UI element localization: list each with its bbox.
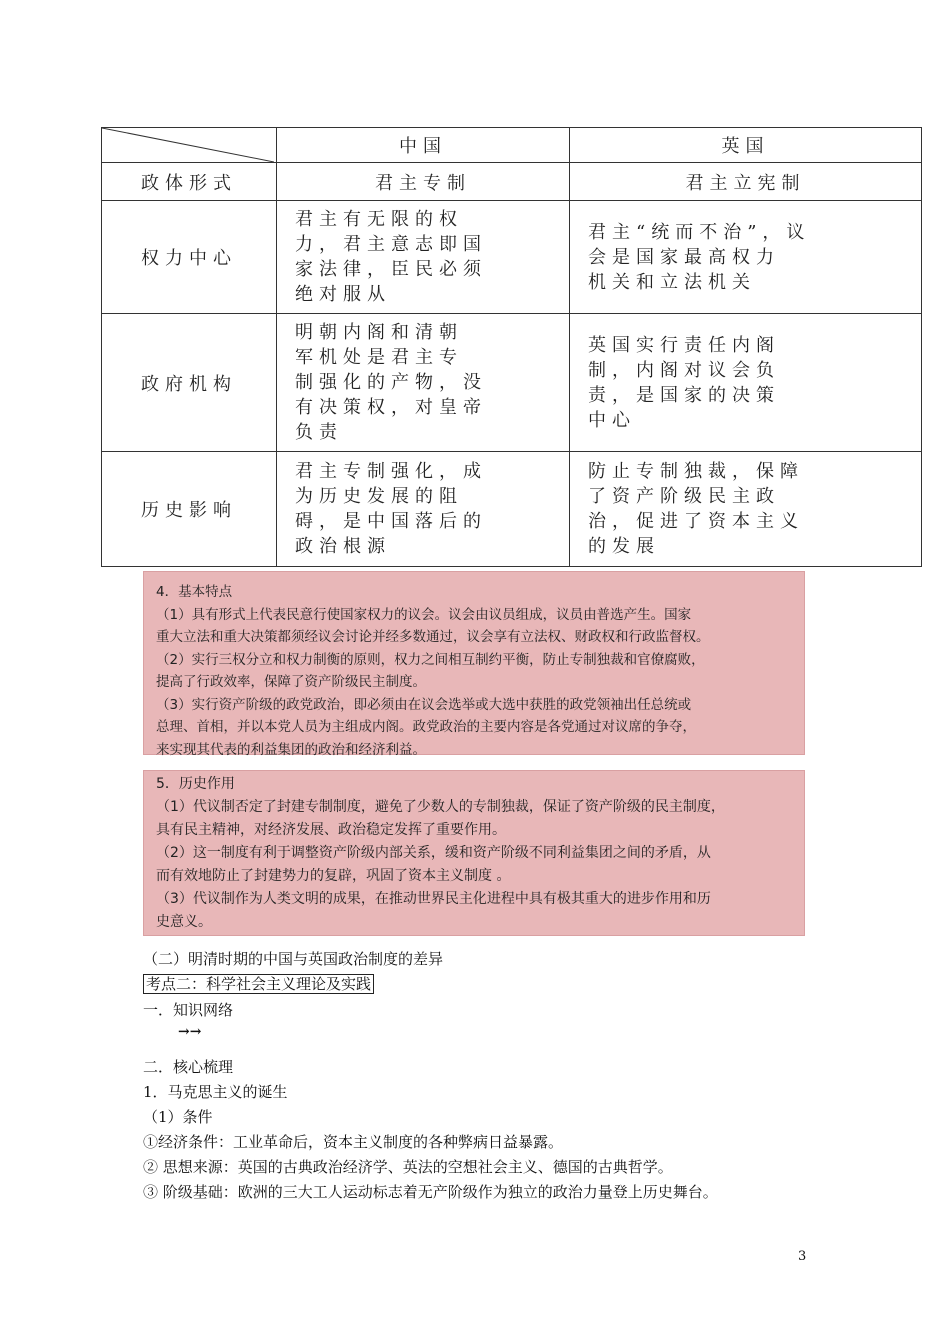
cell-line: 君主专制强化，成: [295, 461, 487, 482]
cell-line: 有决策权，对皇帝: [295, 397, 487, 418]
cell-line: 家法律，臣民必须: [295, 259, 487, 280]
diagonal-line: [102, 128, 274, 162]
diagonal-corner-cell: [102, 128, 277, 163]
table-row: [102, 163, 922, 201]
box-line: （3）实行资产阶级的政党政治，即必须由在议会选举或大选中获胜的政党领袖出任总统或: [156, 696, 692, 713]
cell-china: [277, 452, 570, 567]
core-heading: 二．核心梳理: [143, 1058, 234, 1076]
row-label: 历史影响: [102, 452, 277, 567]
cell-line: 力，君主意志即国: [295, 234, 487, 255]
box-line: （2）实行三权分立和权力制衡的原则，权力之间相互制约平衡，防止专制独裁和官僚腐败，: [156, 651, 705, 668]
section-heading: （二）明清时期的中国与英国政治制度的差异: [143, 950, 444, 968]
cell-line: 绝对服从: [295, 284, 391, 305]
cell-line: 政治根源: [295, 536, 391, 557]
cell-line: 的发展: [588, 536, 660, 557]
condition-item: ② 思想来源：英国的古典政治经济学、英法的空想社会主义、德国的古典哲学。: [143, 1158, 673, 1176]
box-line: 具有民主精神，对经济发展、政治稳定发挥了重要作用。: [156, 822, 506, 838]
knowledge-network-heading: 一．知识网络: [143, 1001, 234, 1019]
cell-uk: [570, 452, 922, 567]
table-row: [102, 314, 922, 452]
col-header-uk: 英国: [570, 128, 922, 163]
cell-line: 君主“统而不治”，议: [588, 221, 811, 243]
box-heading: 4．基本特点: [156, 584, 233, 600]
kaodian-label: 考点二：科学社会主义理论及实践: [143, 974, 374, 994]
table-row: [102, 452, 922, 567]
table-header-row: [102, 128, 922, 163]
cell-line: 了资产阶级民主政: [588, 486, 780, 507]
cell-line: 中心: [588, 409, 636, 431]
cell-line: 制，内阁对议会负: [588, 359, 780, 381]
cell-china: [277, 201, 570, 314]
basic-features-box: [143, 571, 805, 758]
row-label: 政府机构: [102, 314, 277, 452]
comparison-table: [101, 127, 922, 567]
box-heading: 5．历史作用: [156, 776, 235, 792]
box-line: 提高了行政效率，保障了资产阶级民主制度。: [156, 674, 426, 690]
box-line: （2）这一制度有利于调整资产阶级内部关系，缓和资产阶级不同利益集团之间的矛盾，从: [156, 845, 711, 861]
cell-line: 负责: [295, 422, 343, 443]
cell-line: 君主有无限的权: [295, 209, 463, 230]
cell-line: 为历史发展的阻: [295, 486, 463, 507]
cell-line: 防止专制独裁，保障: [588, 461, 804, 482]
box-line: 来实现其代表的利益集团的政治和经济利益。: [156, 741, 426, 758]
cell-uk: [570, 201, 922, 314]
box-line: 总理、首相，并以本党人员为主组成内阁。政党政治的主要内容是各党通过对议席的争夺，: [156, 719, 696, 735]
box-line: （1）代议制否定了封建专制制度，避免了少数人的专制独裁，保证了资产阶级的民主制度，: [156, 799, 725, 815]
row-label: 政体形式: [102, 163, 277, 201]
cell-line: 军机处是君主专: [295, 347, 463, 368]
cell-line: 会是国家最高权力: [588, 246, 780, 268]
box-line: （1）具有形式上代表民意行使国家权力的议会。议会由议员组成，议员由普选产生。国家: [156, 606, 692, 623]
cell-uk: 君主立宪制: [570, 163, 922, 201]
cell-line: 责，是国家的决策: [588, 384, 780, 406]
box-line: 史意义。: [156, 914, 212, 930]
row-label: 权力中心: [102, 201, 277, 314]
cell-line: 英国实行责任内阁: [588, 334, 780, 356]
col-header-china: 中国: [277, 128, 570, 163]
kaodian-heading: [143, 973, 374, 994]
cell-line: 机关和立法机关: [588, 271, 756, 293]
arrows: →→: [178, 1024, 202, 1040]
box-line: 而有效地防止了封建势力的复辟，巩固了资本主义制度 。: [156, 868, 511, 884]
cell-line: 明朝内阁和清朝: [295, 322, 463, 343]
cell-line: 碍，是中国落后的: [295, 511, 487, 532]
cell-china: 君主专制: [277, 163, 570, 201]
cell-china: [277, 314, 570, 452]
conditions-heading: （1）条件: [143, 1108, 213, 1126]
historical-role-box: [143, 770, 805, 936]
item-heading: 1．马克思主义的诞生: [143, 1083, 288, 1101]
cell-line: 制强化的产物，没: [295, 372, 487, 393]
condition-item: ③ 阶级基础：欧洲的三大工人运动标志着无产阶级作为独立的政治力量登上历史舞台。: [143, 1183, 718, 1201]
cell-uk: [570, 314, 922, 452]
box-line: （3）代议制作为人类文明的成果，在推动世界民主化进程中具有极其重大的进步作用和历: [156, 891, 711, 907]
condition-item: ①经济条件：工业革命后，资本主义制度的各种弊病日益暴露。: [143, 1133, 564, 1151]
table-row: [102, 201, 922, 314]
box-line: 重大立法和重大决策都须经议会讨论并经多数通过，议会享有立法权、财政权和行政监督权。: [156, 629, 710, 645]
page-number: 3: [798, 1249, 807, 1264]
cell-line: 治，促进了资本主义: [588, 511, 804, 532]
